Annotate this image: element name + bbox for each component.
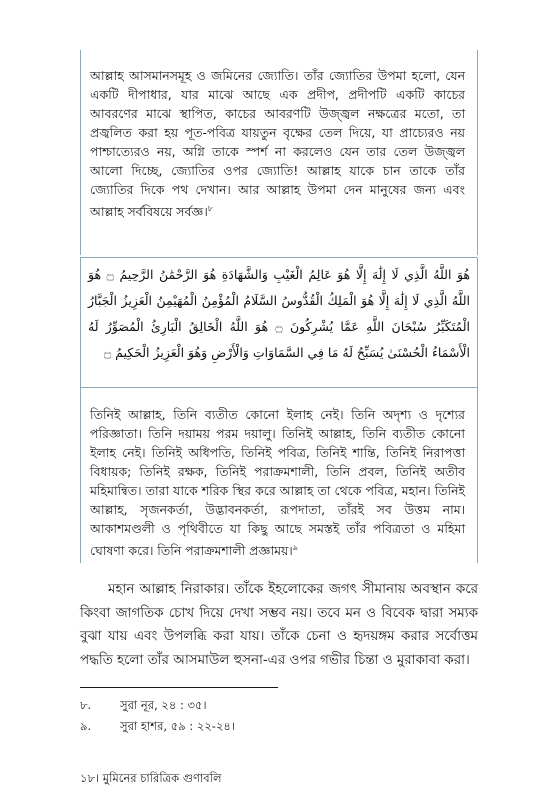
footnote-ref-9: ৯: [292, 543, 298, 552]
footnote-9: [80, 718, 235, 734]
quran-translation-2: [90, 405, 465, 560]
footnote-text: সুরা হাশর, ৫৯ : ২২-২৪।: [120, 719, 235, 733]
footnote-number: ৮.: [80, 698, 92, 712]
body-paragraph: মহান আল্লাহ নিরাকার। তাঁকে ইহলোকের জগৎ সীমানায় অবস্থান করে কিংবা জাগতিক চোখ দিয়ে দেখা সম্ভব নয়। তবে মন ও বিবেক দ্বারা সম্যক বুঝা যায় এবং উপলব্ধি করা যায়। তাঁকে চেনা ও হৃদয়ঙ্গম করার সর্বোত্তম পদ্ধতি হলো তাঁর আসমাউল হুসনা-এর ওপর গভীর চিন্তা ও মুরাকাবা করা।: [80, 582, 478, 668]
quran-translation-1: [90, 66, 465, 221]
footnote-8: [80, 697, 207, 713]
footnote-number: ৯.: [80, 719, 92, 733]
footnote-rule: [80, 687, 278, 688]
quote-text-1: আল্লাহ আসমানসমূহ ও জমিনের জ্যোতি। তাঁর জ্যোতির উপমা হলো, যেন একটি দীপাধার, যার মাঝে আছে এক প্রদীপ, প্রদীপটি একটি কাচের আবরণের মাঝে স্থাপিত, কাচের আবরণটি উজ্জ্বল নক্ষত্রের মতো, তা প্রজ্বলিত করা হয় পূত-পবিত্র যায়তুন বৃক্ষের তেল দিয়ে, যা প্রাচ্যেরও নয় পাশ্চাত্যেরও নয়, অগ্নি তাকে স্পর্শ না করলেও যেন তার তেল উজ্জ্বল আলো দিচ্ছে, জ্যোতির ওপর জ্যোতি! আল্লাহ যাকে চান তাকে তাঁর জ্যোতির দিকে পথ দেখান। আর আল্লাহ উপমা দেন মানুষের জন্য এবং আল্লাহ সর্ববিষয়ে সর্বজ্ঞ।: [90, 68, 465, 220]
footnote-ref-8: ৮: [207, 204, 213, 213]
page-folio: ১৮। মুমিনের চারিত্রিক গুণাবলি: [80, 771, 222, 785]
arabic-divider: [80, 387, 477, 388]
footnote-text: সুরা নূর, ২৪ : ৩৫।: [120, 698, 207, 712]
quote-text-2: তিনিই আল্লাহ, তিনি ব্যতীত কোনো ইলাহ নেই। তিনি অদৃশ্য ও দৃশ্যের পরিজ্ঞাতা। তিনি দয়াময় পরম দয়ালু। তিনিই আল্লাহ, তিনি ব্যতীত কোনো ইলাহ নেই। তিনিই অধিপতি, তিনিই পবিত্র, তিনিই শান্তি, তিনিই নিরাপত্তা বিধায়ক; তিনিই রক্ষক, তিনিই পরাক্রমশালী, তিনি প্রবল, তিনিই অতীব মহিমান্বিত। তারা যাকে শরিক স্থির করে আল্লাহ তা থেকে পবিত্র, মহান। তিনিই আল্লাহ, সৃজনকর্তা, উদ্ভাবনকর্তা, রূপদাতা, তাঁরই সব উত্তম নাম। আকাশমণ্ডলী ও পৃথিবীতে যা কিছু আছে সমস্তই তাঁর পবিত্রতা ও মহিমা ঘোষণা করে। তিনি পরাক্রমশালী প্রজ্ঞাময়।: [90, 407, 465, 559]
arabic-verse: هُوَ اللَّهُ الَّذِي لَا إِلَٰهَ إِلَّا هُوَ عَالِمُ الْغَيْبِ وَالشَّهَادَةِ هُوَ الرَّحْمَٰنُ الرَّحِيمُ ۝ هُوَ اللَّهُ الَّذِي لَا إِلَٰهَ إِلَّا هُوَ الْمَلِكُ الْقُدُّوسُ السَّلَامُ الْمُؤْمِنُ الْمُهَيْمِنُ الْعَزِيزُ الْجَبَّارُ الْمُتَكَبِّرُ سُبْحَانَ اللَّهِ عَمَّا يُشْرِكُونَ ۝ هُوَ اللَّهُ الْخَالِقُ الْبَارِئُ الْمُصَوِّرُ لَهُ الْأَسْمَاءُ الْحُسْنَىٰ يُسَبِّحُ لَهُ مَا فِي السَّمَاوَاتِ وَالْأَرْضِ وَهُوَ الْعَزِيزُ الْحَكِيمُ ۝: [88, 267, 470, 360]
